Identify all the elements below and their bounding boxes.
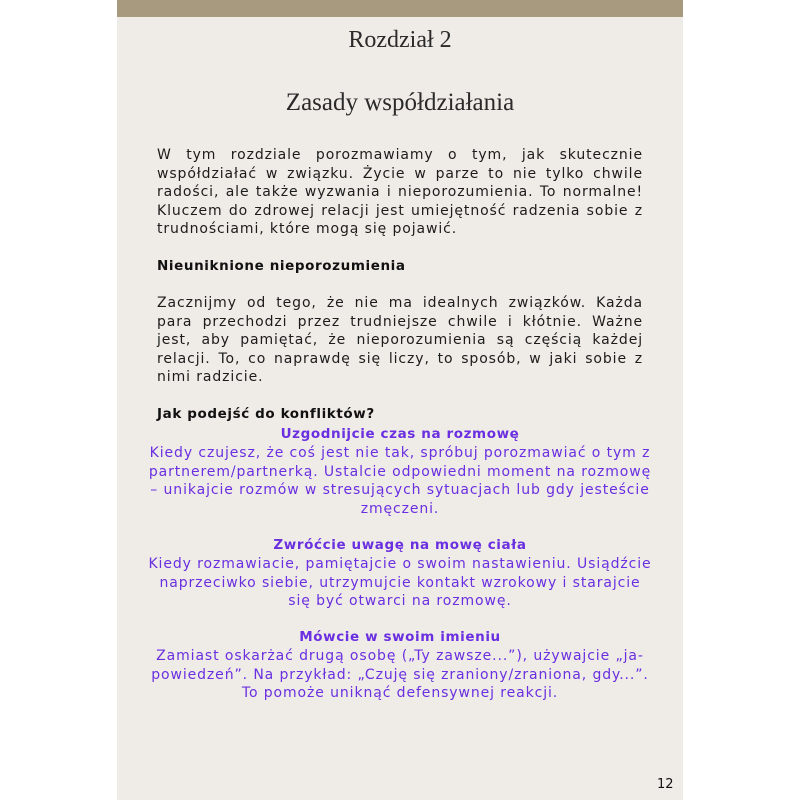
tip-block — [147, 536, 653, 611]
document-page — [117, 0, 683, 800]
page-number: 12 — [657, 777, 674, 792]
tip-title: Zwróćcie uwagę na mowę ciała — [273, 537, 527, 553]
tip-text: Kiedy rozmawiacie, pamiętajcie o swoim nastawieniu. Usiądźcie naprzeciwko siebie, utrzymujcie kontakt wzrokowy i starajcie się być otwarci na rozmowę. — [148, 556, 652, 609]
top-decorative-band — [117, 0, 683, 17]
tip-text: Zamiast oskarżać drugą osobę („Ty zawsze...”), używajcie „ja-powiedzeń”. Na przykład: „Czuję się zraniony/zraniona, gdy...”. To pomoże uniknąć defensywnej reakcji. — [151, 648, 649, 701]
tip-title: Mówcie w swoim imieniu — [299, 629, 501, 645]
misunderstandings-paragraph: Zacznijmy od tego, że nie ma idealnych związków. Każda para przechodzi przez trudniejsze chwile i kłótnie. Ważne jest, aby pamiętać, że nieporozumienia są częścią każdej relacji. To, co naprawdę się liczy, to sposób, w jaki sobie z nimi radzicie. — [157, 295, 643, 385]
tip-text: Kiedy czujesz, że coś jest nie tak, spróbuj porozmawiać o tym z partnerem/partnerką. Ustalcie odpowiedni moment na rozmowę – unikajcie rozmów w stresujących sytuacjach lub gdy jesteście zmęczeni. — [148, 445, 652, 517]
chapter-label: Rozdział 2 — [348, 27, 452, 53]
tip-title: Uzgodnijcie czas na rozmowę — [280, 426, 520, 442]
chapter-title: Zasady współdziałania — [285, 89, 515, 116]
section-heading-misunderstandings: Nieuniknione nieporozumienia — [157, 258, 406, 274]
tip-block — [147, 628, 653, 703]
section-heading-conflicts: Jak podejść do konfliktów? — [157, 406, 375, 422]
intro-paragraph: W tym rozdziale porozmawiamy o tym, jak skutecznie współdziałać w związku. Życie w parze to nie tylko chwile radości, ale także wyzwania i nieporozumienia. To normalne! Kluczem do zdrowej relacji jest umiejętność radzenia sobie z trudnościami, które mogą się pojawić. — [157, 147, 643, 237]
tip-block — [147, 425, 653, 518]
